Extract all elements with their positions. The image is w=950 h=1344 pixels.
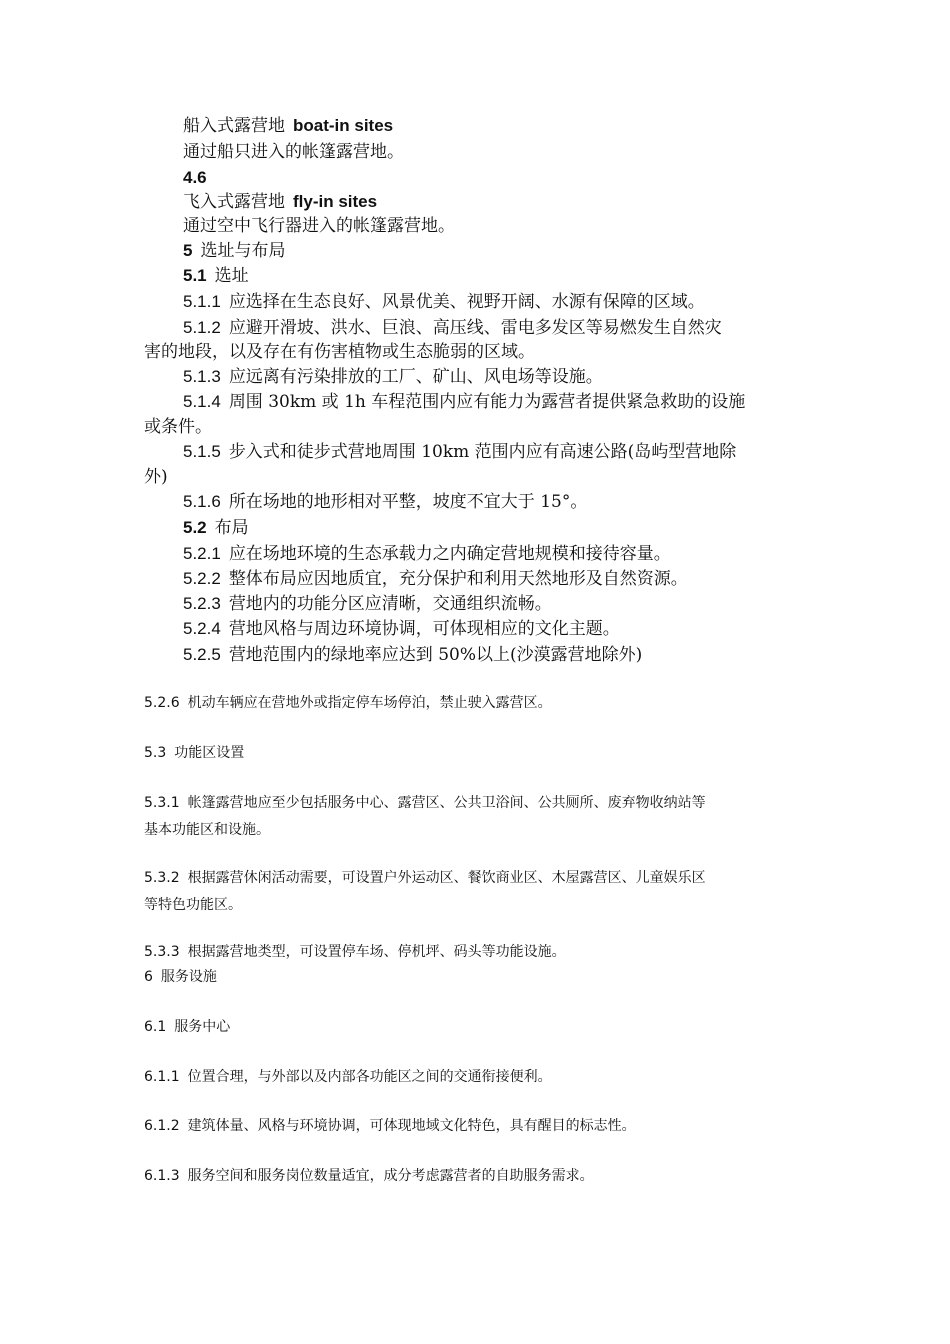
heading-chapter-6 <box>144 967 217 987</box>
clause-text: 服务空间和服务岗位数量适宜，成分考虑露营者的自助服务需求。 <box>187 1168 594 1184</box>
clause-number-4-6: 4.6 <box>183 168 207 187</box>
clause-6-1-2 <box>144 1116 636 1136</box>
section-5-1-number: 5.1 <box>183 266 207 285</box>
clause-text: 应选择在生态良好、风景优美、视野开阔、水源有保障的区域。 <box>228 292 705 312</box>
heading-5-1 <box>183 264 249 288</box>
heading-6-1 <box>144 1017 230 1037</box>
clause-number: 5.3.2 <box>144 870 180 886</box>
clause-number: 6.1.2 <box>144 1118 180 1134</box>
clause-5-2-5 <box>183 643 642 667</box>
clause-5-2-1 <box>183 542 671 566</box>
term-boat-in <box>183 114 393 138</box>
clause-number: 5.2.4 <box>183 619 221 638</box>
clause-5-1-5 <box>183 440 736 464</box>
clause-5-1-6 <box>183 490 587 514</box>
section-5-2-number: 5.2 <box>183 518 207 537</box>
clause-6-1-1 <box>144 1067 552 1087</box>
clause-text: 位置合理，与外部以及内部各功能区之间的交通衔接便利。 <box>187 1069 552 1085</box>
section-title: 服务中心 <box>174 1019 231 1035</box>
chapter-5-title: 选址与布局 <box>200 241 286 261</box>
heading-5-2 <box>183 516 249 540</box>
heading-chapter-5 <box>183 239 285 263</box>
clause-5-1-2-continued: 害的地段，以及存在有伤害植物或生态脆弱的区域。 <box>144 342 535 362</box>
clause-5-1-3 <box>183 365 603 389</box>
clause-6-1-3 <box>144 1166 594 1186</box>
clause-5-3-2-continued: 等特色功能区。 <box>144 897 242 913</box>
clause-text: 帐篷露营地应至少包括服务中心、露营区、公共卫浴间、公共厕所、废弃物收纳站等 <box>187 795 706 811</box>
clause-5-3-1-continued: 基本功能区和设施。 <box>144 822 270 838</box>
chapter-title: 服务设施 <box>160 969 217 985</box>
clause-number: 5.3.1 <box>144 795 180 811</box>
clause-number: 6.1.1 <box>144 1069 180 1085</box>
clause-number: 5.2.1 <box>183 544 221 563</box>
section-number: 6.1 <box>144 1019 167 1035</box>
definition-boat-in: 通过船只进入的帐篷露营地。 <box>183 142 404 162</box>
clause-5-2-6 <box>144 693 552 713</box>
clause-5-3-3 <box>144 942 566 962</box>
section-title: 功能区设置 <box>174 745 245 761</box>
clause-number: 5.1.3 <box>183 367 221 386</box>
clause-text: 所在场地的地形相对平整，坡度不宜大于 15°。 <box>228 492 588 512</box>
clause-text: 营地范围内的绿地率应达到 50%以上(沙漠露营地除外) <box>228 645 643 665</box>
term-boat-in-zh: 船入式露营地 <box>183 116 285 136</box>
clause-5-1-2 <box>183 316 722 340</box>
clause-text: 根据露营地类型，可设置停车场、停机坪、码头等功能设施。 <box>187 944 566 960</box>
section-5-2-title: 布局 <box>214 518 249 538</box>
clause-text: 周围 30km 或 1h 车程范围内应有能力为露营者提供紧急救助的设施 <box>228 392 746 412</box>
clause-5-1-1 <box>183 290 705 314</box>
clause-text: 根据露营休闲活动需要，可设置户外运动区、餐饮商业区、木屋露营区、儿童娱乐区 <box>187 870 706 886</box>
clause-number: 5.2.3 <box>183 594 221 613</box>
clause-5-2-2 <box>183 567 688 591</box>
term-boat-in-en: boat-in sites <box>293 116 394 135</box>
clause-5-2-4 <box>183 617 620 641</box>
clause-text: 营地内的功能分区应清晰，交通组织流畅。 <box>228 594 552 614</box>
clause-number: 5.2.5 <box>183 645 221 664</box>
clause-number: 5.1.6 <box>183 492 221 511</box>
clause-number: 6.1.3 <box>144 1168 180 1184</box>
clause-5-1-4-continued: 或条件。 <box>144 417 212 437</box>
clause-text: 步入式和徒步式营地周围 10km 范围内应有高速公路(岛屿型营地除 <box>228 442 737 462</box>
clause-number: 5.1.5 <box>183 442 221 461</box>
clause-5-1-4 <box>183 390 745 414</box>
definition-fly-in: 通过空中飞行器进入的帐篷露营地。 <box>183 216 455 236</box>
clause-number: 5.3.3 <box>144 944 180 960</box>
clause-text: 整体布局应因地质宜，充分保护和利用天然地形及自然资源。 <box>228 569 688 589</box>
clause-text: 应在场地环境的生态承载力之内确定营地规模和接待容量。 <box>228 544 671 564</box>
clause-text: 建筑体量、风格与环境协调，可体现地域文化特色，具有醒目的标志性。 <box>187 1118 636 1134</box>
chapter-number: 6 <box>144 969 153 985</box>
clause-5-1-5-continued: 外) <box>144 467 168 487</box>
section-5-1-title: 选址 <box>214 266 249 286</box>
clause-number: 5.2.6 <box>144 695 180 711</box>
heading-5-3 <box>144 743 244 763</box>
clause-number: 5.1.2 <box>183 318 221 337</box>
clause-number: 5.1.1 <box>183 292 221 311</box>
clause-text: 营地风格与周边环境协调，可体现相应的文化主题。 <box>228 619 620 639</box>
clause-5-2-3 <box>183 592 552 616</box>
clause-text: 应远离有污染排放的工厂、矿山、风电场等设施。 <box>228 367 603 387</box>
clause-5-3-2 <box>144 868 706 888</box>
term-fly-in <box>183 190 377 214</box>
clause-number: 5.1.4 <box>183 392 221 411</box>
term-fly-in-en: fly-in sites <box>293 192 378 211</box>
clause-5-3-1 <box>144 793 706 813</box>
clause-number: 5.2.2 <box>183 569 221 588</box>
section-number: 5.3 <box>144 745 167 761</box>
clause-text: 机动车辆应在营地外或指定停车场停泊，禁止驶入露营区。 <box>187 695 552 711</box>
clause-text: 应避开滑坡、洪水、巨浪、高压线、雷电多发区等易燃发生自然灾 <box>228 318 722 338</box>
chapter-5-number: 5 <box>183 241 193 260</box>
term-fly-in-zh: 飞入式露营地 <box>183 192 285 212</box>
